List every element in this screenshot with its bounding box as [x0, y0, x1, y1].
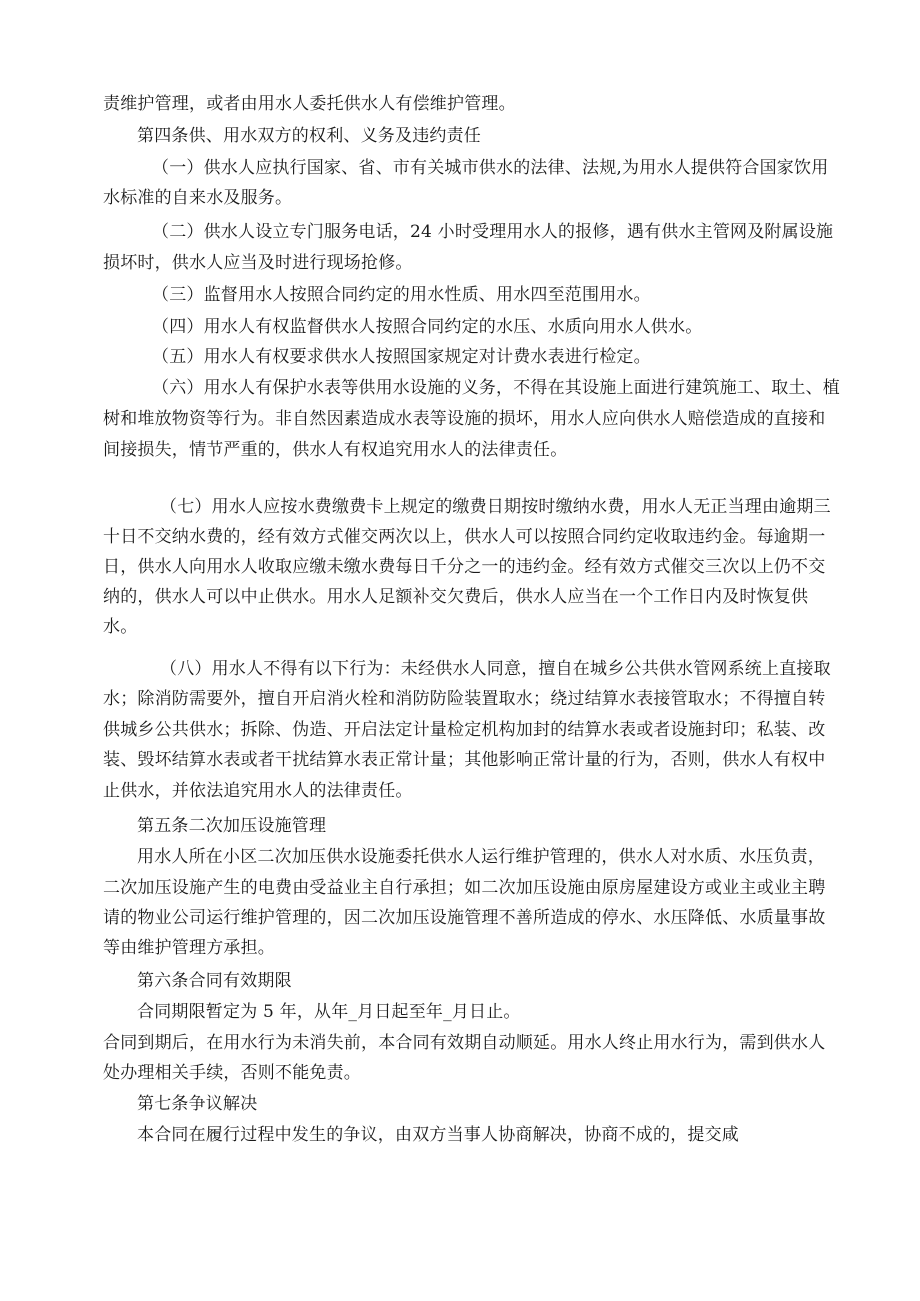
text-line: （三）监督用水人按照合同约定的用水性质、用水四至范围用水。 — [152, 285, 651, 305]
text-line: 本合同在履行过程中发生的争议，由双方当事人协商解决，协商不成的，提交咸 — [137, 1125, 739, 1145]
text-line: 止供水，并依法追究用水人的法律责任。 — [103, 781, 413, 801]
text-line: 二次加压设施产生的电费由受益业主自行承担；如二次加压设施由原房屋建设方或业主或业主聘 — [103, 878, 826, 898]
text-line: 纳的，供水人可以中止供水。用水人足额补交欠费后，供水人应当在一个工作日内及时恢复供 — [103, 587, 809, 607]
text-line: 等由维护管理方承担。 — [103, 938, 275, 958]
text-line: 责维护管理，或者由用水人委托供水人有偿维护管理。 — [103, 94, 516, 114]
text-line: （七）用水人应按水费缴费卡上规定的缴费日期按时缴纳水费，用水人无正当理由逾期三 — [160, 497, 831, 517]
text-line: 装、毁坏结算水表或者干扰结算水表正常计量；其他影响正常计量的行为，否则，供水人有权中 — [103, 750, 826, 770]
text-line: （一）供水人应执行国家、省、市有关城市供水的法律、法规,为用水人提供符合国家饮用 — [152, 158, 829, 178]
text-line: （八）用水人不得有以下行为：未经供水人同意，擅自在城乡公共供水管网系统上直接取 — [160, 659, 831, 679]
text-line: 间接损失，情节严重的，供水人有权追究用水人的法律责任。 — [103, 440, 568, 460]
text-line: 水标准的自来水及服务。 — [103, 188, 293, 208]
text-line: 水。 — [103, 617, 138, 637]
text-line: 用水人所在小区二次加压供水设施委托供水人运行维护管理的，供水人对水质、水压负责， — [137, 847, 825, 867]
text-line: 合同到期后，在用水行为未消失前，本合同有效期自动顺延。用水人终止用水行为，需到供水人 — [103, 1033, 826, 1053]
text-line: （二）供水人设立专门服务电话，24 小时受理用水人的报修，遇有供水主管网及附属设施 — [152, 222, 834, 242]
article-6-heading: 第六条合同有效期限 — [137, 971, 292, 991]
text-line: （五）用水人有权要求供水人按照国家规定对计费水表进行检定。 — [152, 347, 651, 367]
article-4-heading: 第四条供、用水双方的权利、义务及违约责任 — [137, 126, 481, 146]
text-line: 供城乡公共供水；拆除、伪造、开启法定计量检定机构加封的结算水表或者设施封印；私装、改 — [103, 720, 826, 740]
text-line: 十日不交纳水费的，经有效方式催交两次以上，供水人可以按照合同约定收取违约金。每逾期一 — [103, 527, 826, 547]
article-7-heading: 第七条争议解决 — [137, 1094, 258, 1114]
text-line: 树和堆放物资等行为。非自然因素造成水表等设施的损坏，用水人应向供水人赔偿造成的直接和 — [103, 409, 826, 429]
text-line: （六）用水人有保护水表等供用水设施的义务，不得在其设施上面进行建筑施工、取土、植 — [152, 378, 840, 398]
text-line: 处办理相关手续，否则不能免责。 — [103, 1063, 361, 1083]
text-line: （四）用水人有权监督供水人按照合同约定的水压、水质向用水人供水。 — [152, 317, 703, 337]
text-line: 损坏时，供水人应当及时进行现场抢修。 — [103, 253, 413, 273]
text-line: 请的物业公司运行维护管理的，因二次加压设施管理不善所造成的停水、水压降低、水质量事故 — [103, 908, 826, 928]
article-5-heading: 第五条二次加压设施管理 — [137, 816, 327, 836]
text-line: 水；除消防需要外，擅自开启消火栓和消防防险装置取水；绕过结算水表接管取水；不得擅自转 — [103, 689, 826, 709]
text-line: 合同期限暂定为 5 年，从年_月日起至年_月日止。 — [137, 1002, 521, 1022]
text-line: 日，供水人向用水人收取应缴未缴水费每日千分之一的违约金。经有效方式催交三次以上仍不交 — [103, 557, 826, 577]
